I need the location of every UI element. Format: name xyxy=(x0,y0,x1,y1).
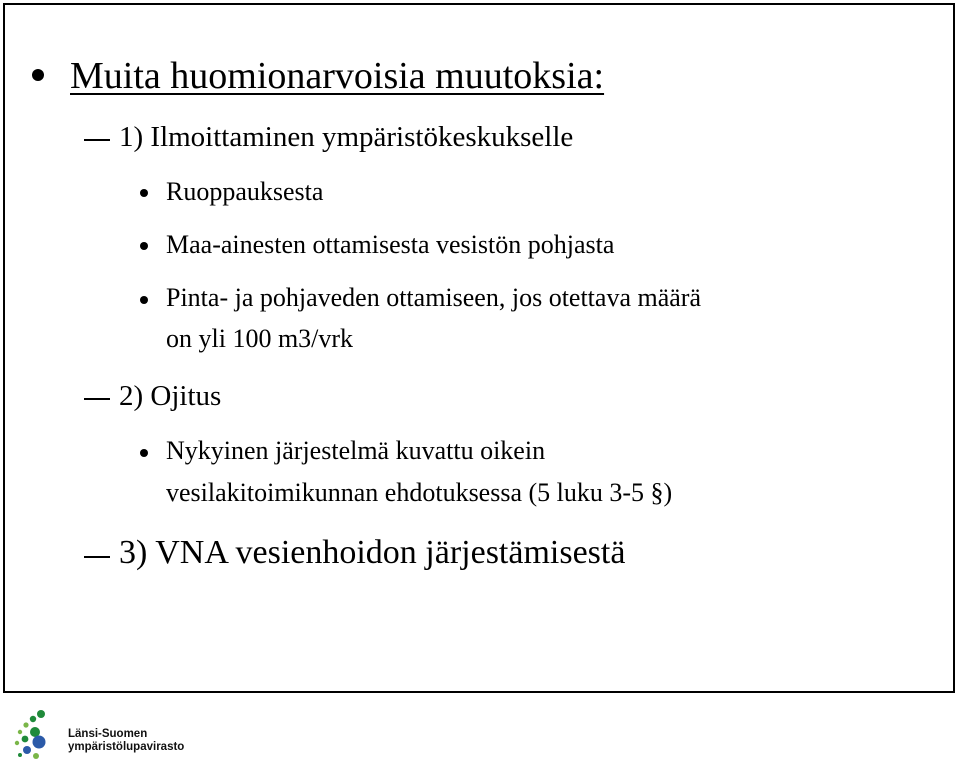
org-logo-mark-icon xyxy=(8,708,60,764)
bullet-nykyinen-close: ) xyxy=(663,478,673,507)
item-2-label: 2) Ojitus xyxy=(119,380,222,412)
bullet-marker xyxy=(140,449,148,457)
bullet-marker xyxy=(140,242,148,250)
item-1-label: 1) Ilmoittaminen ympäristökeskukselle xyxy=(119,121,574,153)
bullet-nykyinen-cont xyxy=(166,480,672,506)
slide-heading: Muita huomionarvoisia muutoksia: xyxy=(70,55,605,97)
bullet-maa-ainekset: Maa-ainesten ottamisesta vesistön pohjasta xyxy=(166,230,615,259)
bullet-vedenotto: Pinta- ja pohjaveden ottamiseen, jos otettava määrä xyxy=(166,283,701,312)
heading-bullet xyxy=(32,69,44,81)
dash-marker xyxy=(84,398,110,400)
bullet-vedenotto-cont: on yli 100 m3/vrk xyxy=(166,324,354,353)
bullet-nykyinen: Nykyinen järjestelmä kuvattu oikein xyxy=(166,436,546,465)
bullet-marker xyxy=(140,296,148,304)
dash-marker xyxy=(84,139,110,141)
bullet-ruoppaus: Ruoppauksesta xyxy=(166,177,324,206)
org-name-line1: Länsi-Suomen xyxy=(68,728,148,740)
dash-marker xyxy=(84,556,110,558)
org-name-line2: ympäristölupavirasto xyxy=(68,741,185,753)
org-logo xyxy=(8,708,185,764)
section-sign-icon: § xyxy=(650,478,664,507)
slide-frame xyxy=(3,3,955,693)
bullet-nykyinen-cont-text: vesilakitoimikunnan ehdotuksessa (5 luku 3-5 xyxy=(166,478,645,507)
bullet-marker xyxy=(140,189,148,197)
item-3-label: 3) VNA vesienhoidon järjestämisestä xyxy=(119,534,626,571)
